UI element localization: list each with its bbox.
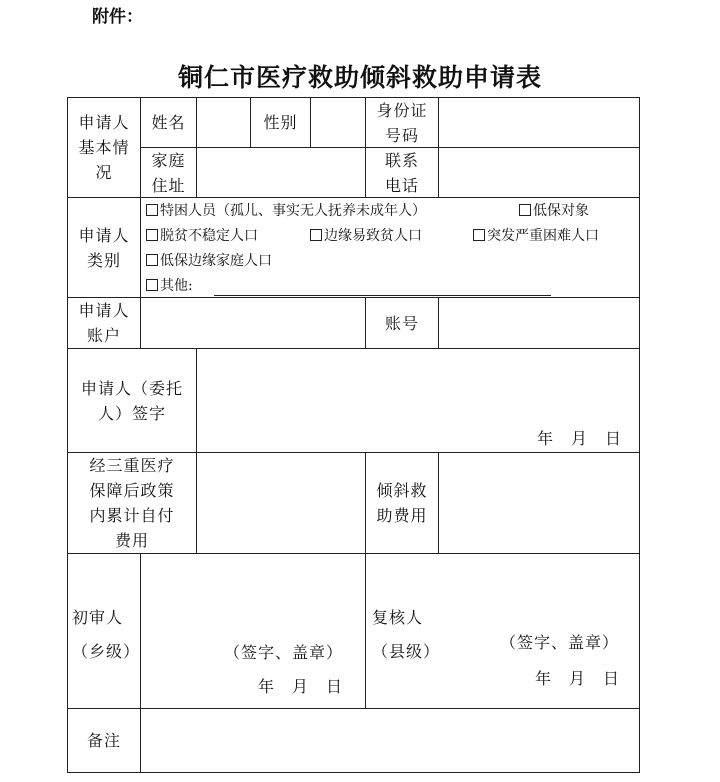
attachment-label: 附件：	[92, 7, 143, 27]
out-of-pocket-field[interactable]	[197, 453, 365, 553]
out-of-pocket-label: 经三重医疗保障后政策内累计自付费用	[89, 456, 175, 550]
phone-label: 联系电话	[384, 150, 419, 195]
remarks-label: 备注	[86, 731, 121, 750]
category-option[interactable]: 边缘易致贫人口	[310, 226, 422, 246]
remarks-field[interactable]	[141, 709, 639, 772]
category-option[interactable]: 其他:	[146, 276, 193, 296]
address-field[interactable]	[197, 148, 365, 197]
initial-reviewer-level: （乡级）	[72, 642, 141, 661]
checkbox-icon[interactable]	[473, 229, 485, 241]
category-option[interactable]: 脱贫不稳定人口	[146, 226, 258, 246]
form-title: 铜仁市医疗救助倾斜救助申请表	[177, 63, 542, 92]
tilted-aid-field[interactable]	[439, 453, 639, 553]
phone-field[interactable]	[439, 148, 639, 197]
name-label: 姓名	[151, 113, 186, 132]
address-label: 家庭住址	[151, 150, 186, 195]
account-label: 申请人账户	[78, 301, 130, 345]
account-number-field[interactable]	[439, 298, 639, 348]
applicant-signature-label: 申请人（委托人）签字	[80, 378, 183, 423]
gender-label: 性别	[263, 113, 298, 132]
initial-reviewer-label: 初审人	[72, 608, 124, 627]
initial-review-date: 年 月 日	[258, 677, 344, 696]
signature-date: 年 月 日	[537, 429, 623, 448]
category-label: 申请人类别	[78, 225, 130, 270]
category-option[interactable]: 特困人员（孤儿、事实无人抚养未成年人）	[146, 201, 426, 221]
final-reviewer-label: 复核人	[372, 608, 424, 627]
category-option[interactable]: 低保边缘家庭人口	[146, 251, 272, 271]
id-number-field[interactable]	[439, 98, 639, 147]
checkbox-icon[interactable]	[519, 204, 531, 216]
other-underline-field[interactable]	[214, 295, 551, 296]
id-number-label: 身份证号码	[376, 100, 428, 145]
category-option[interactable]: 突发严重困难人口	[473, 226, 599, 246]
initial-sign-seal: （签字、盖章）	[224, 643, 344, 662]
name-field[interactable]	[197, 98, 250, 147]
account-field[interactable]	[141, 298, 365, 348]
basic-info-label: 申请人基本情况	[78, 113, 130, 182]
checkbox-icon[interactable]	[146, 279, 158, 291]
checkbox-icon[interactable]	[146, 204, 158, 216]
tilted-aid-label: 倾斜救助费用	[376, 481, 428, 525]
account-number-label: 账号	[384, 313, 419, 333]
checkbox-icon[interactable]	[310, 229, 322, 241]
final-sign-seal: （签字、盖章）	[500, 633, 620, 652]
gender-field[interactable]	[311, 98, 365, 147]
category-option[interactable]: 低保对象	[519, 201, 589, 221]
checkbox-icon[interactable]	[146, 229, 158, 241]
final-review-date: 年 月 日	[535, 669, 621, 688]
checkbox-icon[interactable]	[146, 254, 158, 266]
final-reviewer-level: （县级）	[372, 642, 441, 661]
